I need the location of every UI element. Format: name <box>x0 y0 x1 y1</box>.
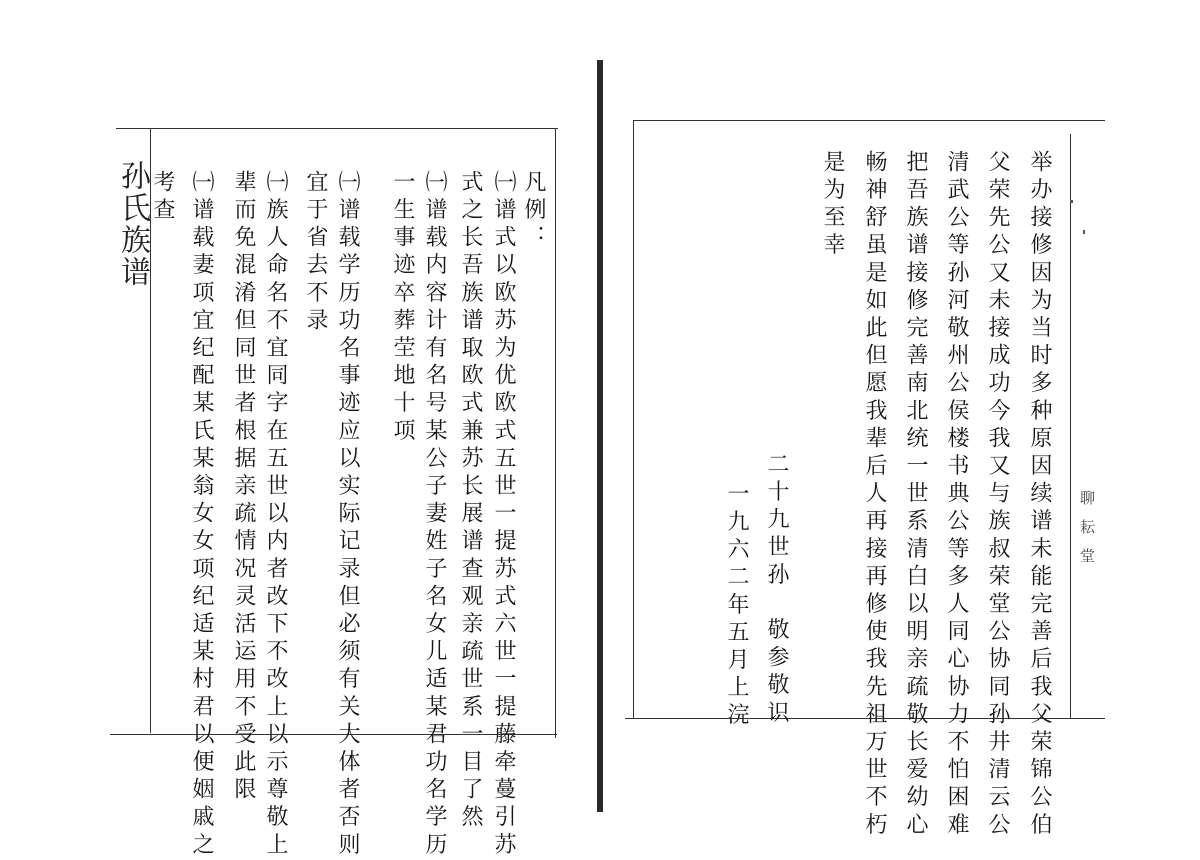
scan-speck <box>1070 200 1073 203</box>
frame-left <box>633 120 634 718</box>
frame-bottom <box>110 734 557 735</box>
text-column-10: 考查 <box>150 170 175 226</box>
text-column-1: ㈠谱式以欧苏为优欧式五世一提苏式六世一提藤牵蔓引苏 <box>491 170 516 860</box>
book-title: 孙氏族谱 <box>115 160 150 288</box>
text-column-7: ㈠族人命名不宜同字在五世以内者改下不改上以示尊敬上 <box>263 170 288 860</box>
text-column-3: ㈠谱载内容计有名号某公子妻姓子名女儿适某君功名学历 <box>422 170 447 860</box>
frame-right <box>555 128 556 738</box>
book-spine <box>597 60 603 812</box>
text-column-2: 父荣先公又未接成功今我又与族叔荣堂公协同孙井清云公 <box>985 150 1010 840</box>
spine-hall-name: 聊耘堂 <box>1078 490 1096 577</box>
signature: 二十九世孙 敬参敬识 <box>764 452 789 728</box>
text-column-5: ㈠谱载学历功名事迹应以实际记录但必须有关大体者否则 <box>335 170 360 860</box>
frame-top <box>633 120 1105 121</box>
frame-inner-right <box>1070 134 1071 719</box>
text-column-4: 把吾族谱接修完善南北统一世系清白以明亲疏敬长爱幼心 <box>903 150 928 840</box>
text-column-2: 式之长吾族谱取欧式兼苏长展谱查观亲疏世系一目了然 <box>458 170 483 833</box>
text-column-3: 清武公等孙河敬州公侯楼书典公等多人同心协力不怕困难 <box>944 150 969 840</box>
right-page <box>615 120 1105 840</box>
text-column-6: 宜于省去不录 <box>303 170 328 336</box>
text-column-5: 畅神舒虽是如此但愿我辈后人再接再修使我先祖万世不朽 <box>862 150 887 840</box>
scan-speck <box>1083 230 1085 234</box>
left-page <box>110 128 570 860</box>
text-column-4: 一生事迹卒葬茔地十项 <box>390 170 415 446</box>
text-column-6: 是为至幸 <box>820 150 845 261</box>
date-line: 一九六二年五月上浣 <box>724 482 749 731</box>
text-column-9: ㈠谱载妻项宜纪配某氏某翁女女项纪适某村君以便姻戚之 <box>189 170 214 860</box>
heading-fanli: 凡例： <box>521 170 546 253</box>
frame-top <box>116 128 558 129</box>
text-column-1: 举办接修因为当时多种原因续谱未能完善后我父荣锦公伯 <box>1027 150 1052 840</box>
text-column-8: 辈而免混淆但同世者根据亲疏情况灵活运用不受此限 <box>231 170 256 805</box>
